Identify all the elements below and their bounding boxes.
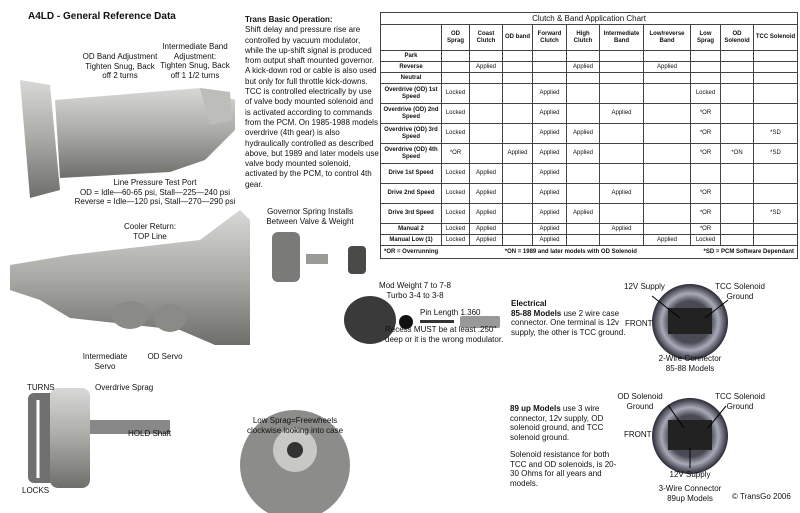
chart-footnotes xyxy=(381,246,798,259)
table-cell: Locked xyxy=(442,104,470,124)
table-cell: *OR xyxy=(442,144,470,164)
table-cell xyxy=(644,224,691,235)
callout-line: Ground xyxy=(726,401,754,411)
models-89-up-desc: use 3 wire connector, 12v supply, OD solenoid ground, and TCC solenoid ground. xyxy=(510,404,604,442)
table-cell xyxy=(721,164,754,184)
table-cell: Applied xyxy=(533,144,567,164)
table-cell: Applied xyxy=(470,184,503,204)
table-cell xyxy=(721,235,754,246)
intermediate-band-callout xyxy=(150,42,240,80)
table-cell xyxy=(567,51,600,62)
table-cell: *ON xyxy=(721,144,754,164)
table-cell: Locked xyxy=(442,224,470,235)
table-cell xyxy=(533,51,567,62)
table-cell xyxy=(600,204,644,224)
table-cell: Locked xyxy=(691,84,721,104)
callout-line: Tighten Snug, Back xyxy=(160,61,230,70)
table-cell xyxy=(503,124,533,144)
table-cell: Applied xyxy=(567,204,600,224)
column-header: Low/reverse Band xyxy=(644,25,691,51)
row-label: Drive 1st Speed xyxy=(381,164,442,184)
models-89-up: 89 up Models xyxy=(510,404,561,413)
table-cell xyxy=(470,51,503,62)
electrical-89-up-text xyxy=(510,404,622,488)
callout-line: OD Band Adjustment xyxy=(82,52,158,61)
table-cell: Applied xyxy=(533,104,567,124)
table-cell xyxy=(721,204,754,224)
row-label: Manual Low (1) xyxy=(381,235,442,246)
callout-line: OD = Idle—60-65 psi, Stall—225—240 psi xyxy=(79,187,231,197)
table-cell xyxy=(721,62,754,73)
row-label: Drive 3rd Speed xyxy=(381,204,442,224)
copyright: © TransGo 2006 xyxy=(732,492,791,501)
table-cell: Applied xyxy=(533,235,567,246)
table-cell xyxy=(644,144,691,164)
table-cell: Locked xyxy=(442,235,470,246)
table-cell xyxy=(721,224,754,235)
footnote: *SD = PCM Software Dependant xyxy=(703,248,794,255)
table-cell xyxy=(691,164,721,184)
table-row xyxy=(381,124,798,144)
callout-line: off 2 turns xyxy=(102,71,138,80)
table-cell: Applied xyxy=(470,224,503,235)
c2-supply-label: 12V Supply xyxy=(624,282,665,291)
table-cell: Applied xyxy=(470,62,503,73)
table-cell xyxy=(567,84,600,104)
callout-line: Turbo 3-4 to 3-8 xyxy=(386,290,444,300)
chart-title: Clutch & Band Application Chart xyxy=(381,13,798,25)
table-cell xyxy=(567,184,600,204)
table-cell xyxy=(470,124,503,144)
table-cell: Applied xyxy=(600,104,644,124)
table-cell: Applied xyxy=(644,62,691,73)
table-cell: Applied xyxy=(567,144,600,164)
row-label: Drive 2nd Speed xyxy=(381,184,442,204)
callout-line: Between Valve & Weight xyxy=(266,216,354,226)
c3-tcc-label xyxy=(710,392,770,411)
column-header: Coast Clutch xyxy=(470,25,503,51)
table-cell xyxy=(533,73,567,84)
table-cell xyxy=(442,73,470,84)
table-row xyxy=(381,62,798,73)
table-cell xyxy=(754,164,798,184)
callout-line: Recess MUST be at least .250" xyxy=(385,325,497,334)
line-pressure-callout xyxy=(70,178,240,207)
column-header: OD Solenoid xyxy=(721,25,754,51)
table-cell xyxy=(442,62,470,73)
table-cell xyxy=(533,62,567,73)
table-cell xyxy=(567,164,600,184)
operation-body: Shift delay and pressure rise are controlled by vacuum modulator, while the up-shift signal is produced from output shaft mounted governor. A kick-down rod or cable is also used but only for full throttle kick-downs. TCC is controlled electrically by use of valve body mounted solenoid and is activated according to commands from the PCM. On 1985-1988 models overdrive (4th gear) is also hydraulically controlled as described above, but 1989 and later models use valve body mounted solenoid, activated by the PCM, to control 4th gear. xyxy=(245,25,379,189)
row-label: Reverse xyxy=(381,62,442,73)
table-cell: Applied xyxy=(470,204,503,224)
table-cell xyxy=(721,184,754,204)
c2-front-label: FRONT xyxy=(625,319,653,328)
callout-line: Low Sprag=Freewheels xyxy=(252,416,338,425)
table-cell: *OR xyxy=(691,184,721,204)
table-cell xyxy=(644,51,691,62)
table-cell: Applied xyxy=(567,62,600,73)
table-row xyxy=(381,84,798,104)
page-title: A4LD - General Reference Data xyxy=(28,11,176,22)
table-cell xyxy=(600,235,644,246)
table-cell xyxy=(754,84,798,104)
callout-line: deep or it is the wrong modulator. xyxy=(385,334,504,344)
callout-line: Servo xyxy=(94,361,116,371)
column-header: Forward Clutch xyxy=(533,25,567,51)
od-servo-callout: OD Servo xyxy=(147,352,183,361)
table-cell: Locked xyxy=(442,164,470,184)
table-cell xyxy=(503,204,533,224)
table-cell xyxy=(503,51,533,62)
table-cell xyxy=(567,235,600,246)
column-header: OD band xyxy=(503,25,533,51)
c2-tcc-label xyxy=(710,282,770,301)
table-cell: Applied xyxy=(533,224,567,235)
table-cell: Locked xyxy=(691,235,721,246)
table-cell: Applied xyxy=(533,84,567,104)
table-cell xyxy=(503,224,533,235)
callout-line: Adjustment: xyxy=(173,51,217,61)
table-cell: Applied xyxy=(567,124,600,144)
column-header: TCC Solenoid xyxy=(754,25,798,51)
callout-line: Line Pressure Test Port xyxy=(113,178,197,187)
c2-caption xyxy=(650,354,730,373)
table-cell: Locked xyxy=(442,124,470,144)
table-cell xyxy=(567,104,600,124)
trans-operation-text xyxy=(245,15,380,190)
cooler-return-callout xyxy=(110,222,190,241)
row-label: Neutral xyxy=(381,73,442,84)
callout-line: 89up Models xyxy=(667,493,713,503)
table-cell xyxy=(442,51,470,62)
row-label: Overdrive (OD) 2nd Speed xyxy=(381,104,442,124)
governor-photo xyxy=(272,232,366,282)
table-cell xyxy=(600,124,644,144)
table-cell xyxy=(644,164,691,184)
callout-line: Reverse = Idle—120 psi, Stall—270—290 psi xyxy=(74,197,236,206)
column-header: High Clutch xyxy=(567,25,600,51)
callout-line: Tighten Snug, Back xyxy=(85,61,155,71)
table-cell: Applied xyxy=(533,124,567,144)
table-row xyxy=(381,51,798,62)
table-cell xyxy=(754,62,798,73)
table-cell xyxy=(754,73,798,84)
table-cell xyxy=(600,73,644,84)
table-cell xyxy=(470,73,503,84)
callout-line: Intermediate xyxy=(82,352,128,361)
c3-caption xyxy=(650,484,730,503)
row-label: Overdrive (OD) 4th Speed xyxy=(381,144,442,164)
table-cell xyxy=(644,84,691,104)
table-cell xyxy=(470,144,503,164)
table-cell xyxy=(644,184,691,204)
table-cell xyxy=(754,104,798,124)
table-row xyxy=(381,164,798,184)
table-cell xyxy=(644,204,691,224)
table-cell xyxy=(644,73,691,84)
electrical-heading: Electrical xyxy=(511,299,547,308)
table-cell xyxy=(754,51,798,62)
pin-length-callout: Pin Length 1.360 xyxy=(420,308,481,317)
row-label: Overdrive (OD) 3rd Speed xyxy=(381,124,442,144)
table-cell: Applied xyxy=(470,164,503,184)
table-cell xyxy=(600,164,644,184)
table-cell xyxy=(754,235,798,246)
table-cell: Applied xyxy=(600,224,644,235)
table-cell xyxy=(691,51,721,62)
recess-callout xyxy=(385,325,503,344)
callout-line: TCC Solenoid xyxy=(715,282,765,291)
callout-line: clockwise looking into case xyxy=(246,425,344,435)
table-cell xyxy=(470,104,503,124)
table-cell: Applied xyxy=(533,184,567,204)
table-cell xyxy=(503,104,533,124)
callout-line: 3-Wire Connector xyxy=(658,484,722,493)
table-cell xyxy=(600,144,644,164)
table-cell: *SD xyxy=(754,124,798,144)
table-cell: Applied xyxy=(503,144,533,164)
table-cell xyxy=(503,62,533,73)
callout-line: Mod Weight 7 to 7-8 xyxy=(379,281,451,290)
table-cell xyxy=(567,224,600,235)
electrical-85-88-text xyxy=(511,299,626,337)
callout-line: Ground xyxy=(726,291,754,301)
table-cell xyxy=(503,73,533,84)
table-cell: *SD xyxy=(754,204,798,224)
governor-callout xyxy=(255,207,365,226)
callout-line: Governor Spring Installs xyxy=(267,207,353,216)
corner-cell xyxy=(381,25,442,51)
table-row xyxy=(381,184,798,204)
table-cell: Locked xyxy=(442,204,470,224)
callout-line: Ground xyxy=(626,401,654,411)
c3-front-label: FRONT xyxy=(624,430,652,439)
column-header: OD Sprag xyxy=(442,25,470,51)
table-cell: *OR xyxy=(691,124,721,144)
table-cell: Applied xyxy=(644,235,691,246)
table-cell xyxy=(644,124,691,144)
table-cell xyxy=(691,62,721,73)
solenoid-resistance: Solenoid resistance for both TCC and OD solenoids, is 20-30 Ohms for all years and models. xyxy=(510,450,617,488)
table-cell: *SD xyxy=(754,144,798,164)
footnote: *ON = 1989 and later models with OD Solenoid xyxy=(504,248,637,255)
low-sprag-callout xyxy=(240,416,350,435)
intermediate-servo-callout xyxy=(75,352,135,371)
c3-od-label xyxy=(610,392,670,411)
models-85-88: 85-88 Models xyxy=(511,308,562,318)
callout-line: 2-Wire Connector xyxy=(658,354,722,363)
table-row xyxy=(381,144,798,164)
table-cell: Locked xyxy=(442,184,470,204)
callout-line: 85-88 Models xyxy=(665,363,715,373)
column-header: Intermediate Band xyxy=(600,25,644,51)
table-cell xyxy=(721,104,754,124)
table-cell: Applied xyxy=(600,184,644,204)
table-cell xyxy=(600,51,644,62)
table-row xyxy=(381,204,798,224)
locks-label: LOCKS xyxy=(22,486,50,495)
table-row xyxy=(381,224,798,235)
table-cell xyxy=(567,73,600,84)
table-cell: Applied xyxy=(533,164,567,184)
callout-line: Cooler Return: xyxy=(123,222,177,231)
table-row xyxy=(381,73,798,84)
table-cell xyxy=(721,124,754,144)
c3-supply-label: 12V Supply xyxy=(669,470,711,479)
column-header: Low Sprag xyxy=(691,25,721,51)
table-cell xyxy=(721,84,754,104)
table-cell xyxy=(754,224,798,235)
models-85-88-desc: use 2 wire case connector. One terminal is 12v supply, the other is TCC ground. xyxy=(511,308,626,337)
table-cell: *OR xyxy=(691,144,721,164)
hold-shaft-label: HOLD Shaft xyxy=(128,429,172,438)
table-cell xyxy=(503,235,533,246)
turns-label: TURNS xyxy=(27,383,55,392)
table-cell: Applied xyxy=(470,235,503,246)
table-cell: *OR xyxy=(691,224,721,235)
footnote: *OR = Overrunning xyxy=(384,248,439,255)
table-cell xyxy=(721,73,754,84)
callout-line: OD Solenoid xyxy=(617,392,663,401)
table-cell xyxy=(470,84,503,104)
callout-line: Intermediate Band xyxy=(162,42,228,51)
table-cell xyxy=(600,62,644,73)
table-cell xyxy=(503,164,533,184)
table-row xyxy=(381,235,798,246)
table-cell: Locked xyxy=(442,84,470,104)
table-cell xyxy=(503,84,533,104)
row-label: Manual 2 xyxy=(381,224,442,235)
table-row xyxy=(381,104,798,124)
row-label: Overdrive (OD) 1st Speed xyxy=(381,84,442,104)
table-cell: *OR xyxy=(691,204,721,224)
table-cell xyxy=(754,184,798,204)
table-cell xyxy=(503,184,533,204)
table-cell xyxy=(721,51,754,62)
overdrive-sprag-label: Overdrive Sprag xyxy=(95,383,154,392)
operation-heading: Trans Basic Operation: xyxy=(245,15,333,24)
table-cell xyxy=(644,104,691,124)
callout-line: off 1 1/2 turns xyxy=(170,70,220,80)
callout-line: TCC Solenoid xyxy=(715,392,765,401)
clutch-band-chart xyxy=(380,12,798,259)
row-label: Park xyxy=(381,51,442,62)
table-cell: Applied xyxy=(533,204,567,224)
table-cell: *OR xyxy=(691,104,721,124)
mod-weight-callout xyxy=(370,281,460,300)
table-cell xyxy=(691,73,721,84)
table-cell xyxy=(600,84,644,104)
callout-line: TOP Line xyxy=(133,231,167,241)
